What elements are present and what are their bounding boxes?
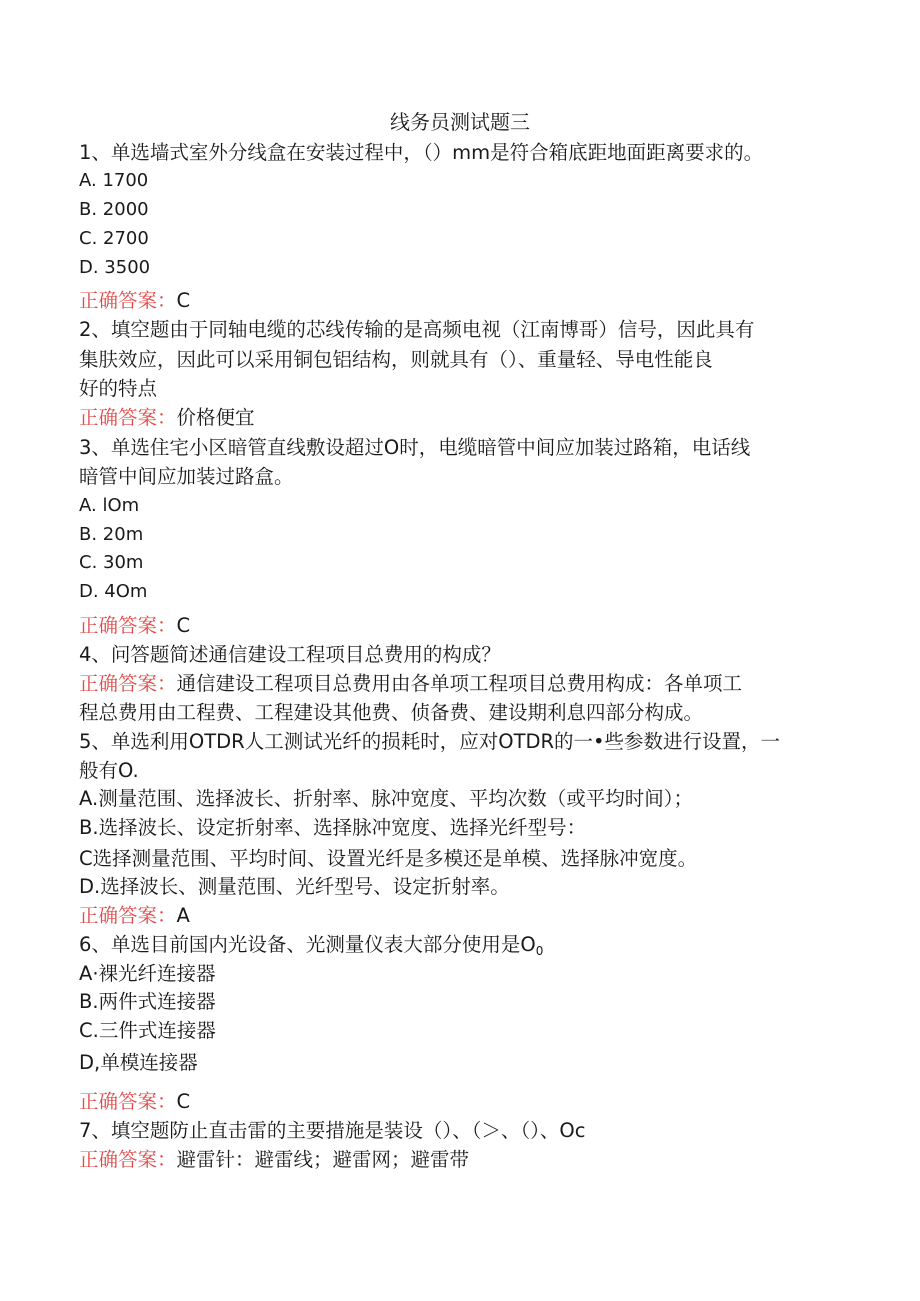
answer-value: C bbox=[176, 1090, 191, 1113]
question-1-text: 1、单选墙式室外分线盒在安装过程中，（）mm是符合箱底距地面距离要求的。 bbox=[79, 141, 764, 164]
question-6-option-c: C.三件式连接器 bbox=[79, 1019, 216, 1042]
question-7-answer bbox=[79, 1146, 849, 1174]
answer-value: 价格便宜 bbox=[176, 406, 255, 429]
question-5-option-d: D.选择波长、测量范围、光纤型号、设定折射率。 bbox=[79, 875, 510, 898]
question-1-option-d: D. 3500 bbox=[79, 257, 151, 278]
question-5-option-b: B.选择波长、设定折射率、选择脉冲宽度、选择光纤型号： bbox=[79, 816, 587, 839]
question-5-text-line-1: 5、单选利用OTDR人工测试光纤的损耗时，应对OTDR的一•些参数进行设置，一 bbox=[79, 730, 781, 753]
answer-value: 通信建设工程项目总费用由各单项工程项目总费用构成：各单项工 bbox=[176, 672, 743, 695]
question-2-text-line-3: 好的特点 bbox=[79, 377, 158, 400]
question-6-option-a: A·裸光纤连接器 bbox=[79, 962, 216, 985]
question-4-answer-continued: 程总费用由工程费、工程建设其他费、侦备费、建设期利息四部分构成。 bbox=[79, 701, 704, 724]
answer-value: 避雷针：避雷线；避雷网；避雷带 bbox=[176, 1148, 470, 1171]
answer-value: C bbox=[176, 289, 191, 312]
page-title: 线务员测试题三 bbox=[390, 110, 530, 134]
question-2-text-line-2: 集肤效应，因此可以采用铜包铝结构，则就具有（）、重量轻、导电性能良 bbox=[79, 348, 713, 371]
question-5-text-line-2: 般有O. bbox=[79, 759, 139, 782]
answer-label: 正确答案： bbox=[79, 904, 177, 927]
question-6-text-main: 6、单选目前国内光设备、光测量仪表大部分使用是O bbox=[79, 933, 536, 956]
question-3-option-c: C. 30m bbox=[79, 552, 144, 573]
question-3-option-a: A. lOm bbox=[79, 495, 140, 516]
question-1-answer bbox=[79, 287, 849, 315]
question-3-answer bbox=[79, 612, 849, 640]
question-6-option-d: D,单模连接器 bbox=[79, 1051, 198, 1074]
answer-label: 正确答案： bbox=[79, 406, 177, 429]
answer-value: C bbox=[176, 614, 191, 637]
question-1-option-c: C. 2700 bbox=[79, 228, 149, 249]
answer-label: 正确答案： bbox=[79, 1090, 177, 1113]
question-4-text: 4、问答题简述通信建设工程项目总费用的构成？ bbox=[79, 643, 501, 666]
answer-label: 正确答案： bbox=[79, 614, 177, 637]
question-6-subscript: 0 bbox=[535, 944, 544, 958]
question-3-text-line-2: 暗管中间应加装过路盒。 bbox=[79, 465, 294, 488]
question-6-answer bbox=[79, 1088, 849, 1116]
question-5-option-a: A.测量范围、选择波长、折射率、脉冲宽度、平均次数（或平均时间）； bbox=[79, 787, 693, 810]
question-6-option-b: B.两件式连接器 bbox=[79, 990, 216, 1013]
question-2-answer bbox=[79, 404, 849, 432]
question-3-text-line-1: 3、单选住宅小区暗管直线敷设超过O时，电缆暗管中间应加装过路箱，电话线 bbox=[79, 436, 751, 459]
question-2-text-line-1: 2、填空题由于同轴电缆的芯线传输的是高频电视（江南博哥）信号，因此具有 bbox=[79, 318, 755, 341]
answer-label: 正确答案： bbox=[79, 672, 177, 695]
question-5-option-c: C选择测量范围、平均时间、设置光纤是多模还是单模、选择脉冲宽度。 bbox=[79, 847, 698, 870]
question-7-text: 7、填空题防止直击雷的主要措施是装设（）、（＞、（）、Oc bbox=[79, 1119, 586, 1142]
question-1-option-b: B. 2000 bbox=[79, 199, 149, 220]
question-5-answer bbox=[79, 902, 849, 930]
question-3-option-d: D. 4Om bbox=[79, 581, 148, 602]
question-1-option-a: A. 1700 bbox=[79, 170, 149, 191]
answer-value: A bbox=[176, 904, 190, 927]
answer-label: 正确答案： bbox=[79, 1148, 177, 1171]
question-4-answer bbox=[79, 670, 849, 698]
question-3-option-b: B. 20m bbox=[79, 524, 144, 545]
answer-label: 正确答案： bbox=[79, 289, 177, 312]
